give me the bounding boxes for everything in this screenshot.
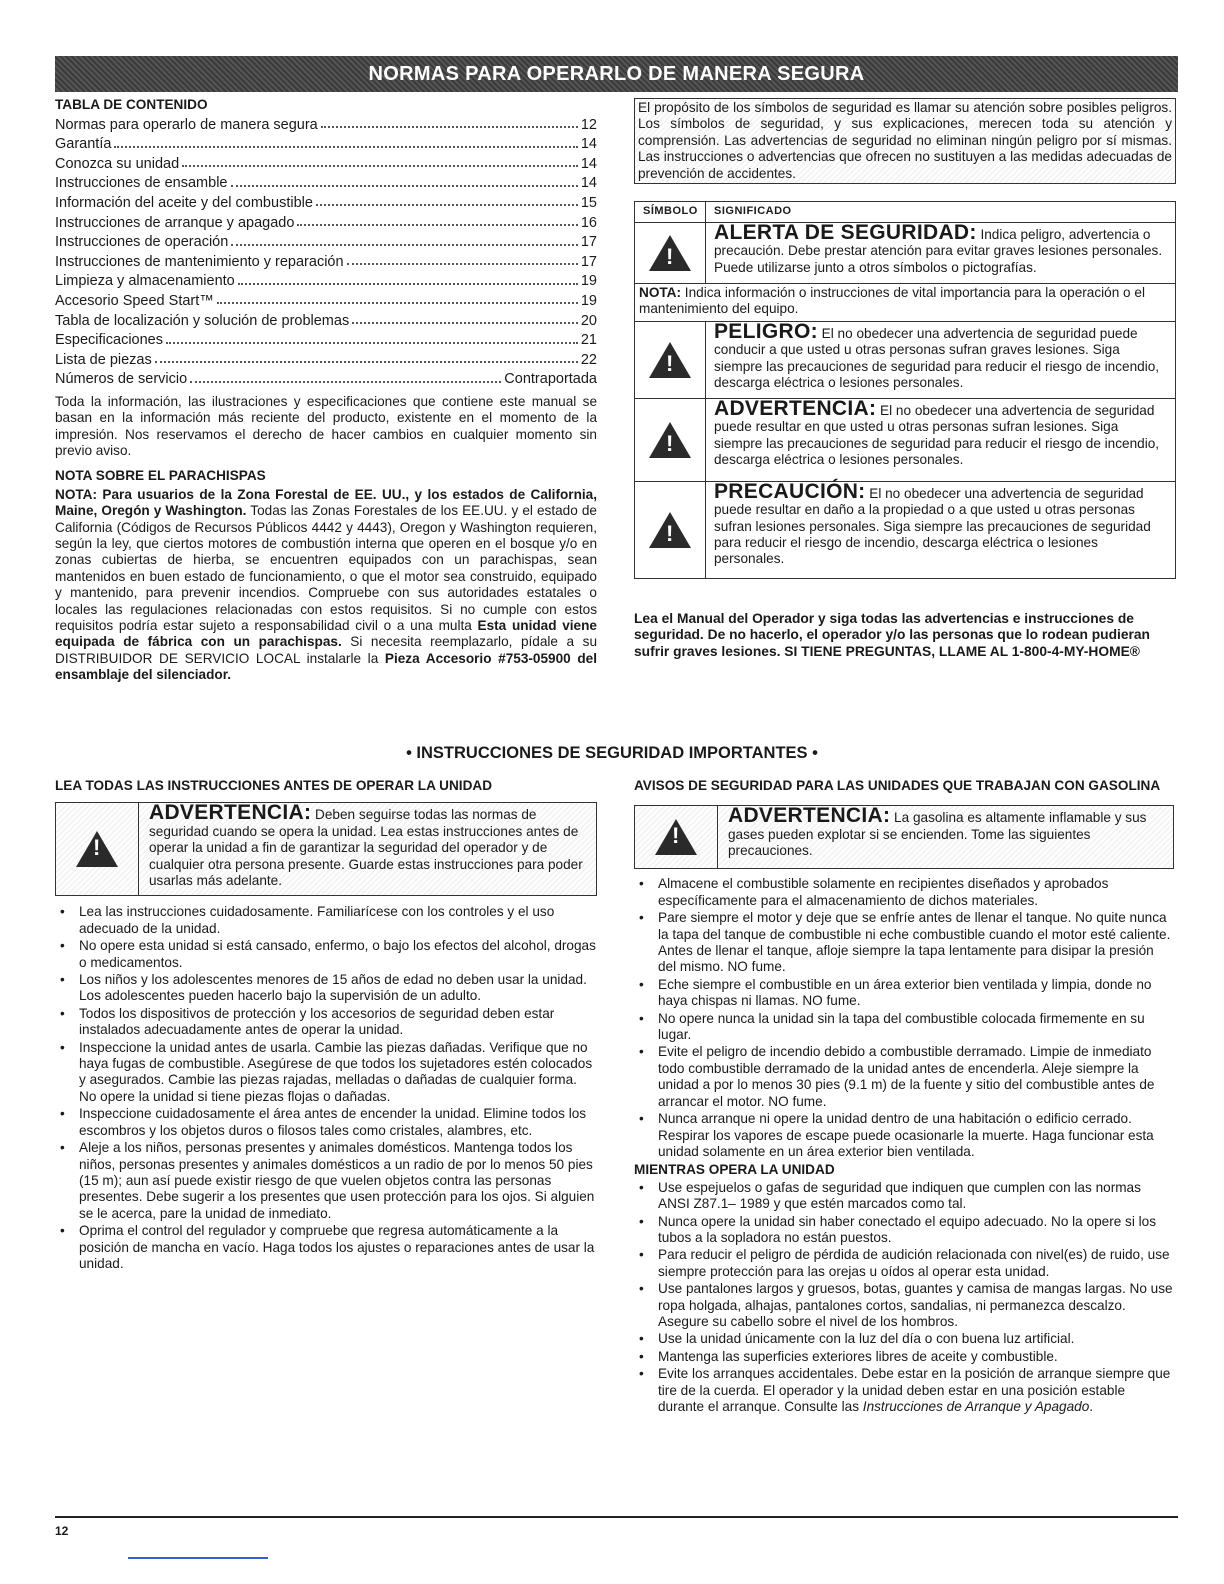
toc-item — [55, 192, 597, 212]
symbol-row-advertencia — [635, 396, 1175, 482]
toc-item-title: Conozca su unidad — [55, 155, 180, 172]
list-item: • Nunca opere la unidad sin haber conectado el equipo adecuado. No la opere si los tubos a la sopladora no están puestos. — [634, 1214, 1174, 1247]
list-item: • Todos los dispositivos de protección y los accesorios de seguridad deben estar instalados adecuadamente antes de operar la unidad. — [55, 1006, 597, 1039]
symbol-row-precaucion — [635, 479, 1175, 578]
list-item: • Inspeccione la unidad antes de usarla. Cambie las piezas dañadas. Verifique que no haya fugas de combustible. Asegúrese de que todos los sujetadores estén colocados y asegurados. Cambie las piezas rajadas, melladas o dañadas de cualquier forma. No opere la unidad si tiene piezas flojas o dañadas. — [55, 1040, 597, 1106]
right-warning-text: La gasolina es altamente inflamable y sus gases pueden explotar si se encienden. Tome las siguientes precauciones. — [728, 810, 1147, 859]
toc-disclaimer: Toda la información, las ilustraciones y especificaciones que contiene este manual se basan en la información más reciente del producto, existente en el momento de la impresión. Nos reservamos el derecho de hacer cambios en cualquier momento sin previo aviso. — [55, 393, 597, 458]
right-bullet-list-2 — [634, 1180, 1174, 1365]
symbol-row-nota — [635, 284, 1175, 322]
list-item: • Aleje a los niños, personas presentes y animales domésticos. Mantenga todos los niños, personas presentes y animales domésticos a un radio de por lo menos 50 pies (15 m); aun así puede existir riesgo de que vuelen objetos contra las personas presentes. Debe sugerir a los presentes que usen protección para los ojos. Si alguien se le acerca, pare la unidad de inmediato. — [55, 1140, 597, 1222]
list-item: • Evite el peligro de incendio debido a combustible derramado. Limpie de inmediato todo combustible derramado de la unidad antes de encenderla. Aleje siempre la unidad a por lo menos 30 pies (9.1 m) de la fuente y sitio del combustible antes de arrancar el motor. NO fume. — [634, 1044, 1174, 1110]
toc-dot-leader — [190, 381, 501, 383]
list-item: • No opere nunca la unidad sin la tapa del combustible colocada firmemente en su lugar. — [634, 1011, 1174, 1044]
advertencia-text: El no obedecer una advertencia de seguridad puede resultar en que usted u otras personas sufran lesiones. Siga siempre las precauciones de seguridad para reducir el riesgo de incendio, descarga eléctrica o lesiones personales. — [714, 402, 1160, 468]
parachispas-heading: NOTA SOBRE EL PARACHISPAS — [55, 468, 266, 484]
toc-item — [55, 231, 597, 251]
right-last-bullet-list — [634, 1366, 1174, 1415]
toc-dot-leader — [231, 244, 578, 246]
toc-item-page: 14 — [580, 155, 597, 172]
toc-dot-leader — [297, 224, 577, 226]
nota-text: Indica información o instrucciones de vital importancia para la operación o el mantenimiento del equipo. — [639, 285, 1145, 317]
list-item: • Para reducir el peligro de pérdida de audición relacionada con nivel(es) de ruido, use siempre protección para las orejas u oídos al operar esta unidad. — [634, 1247, 1174, 1280]
toc-item-title: Instrucciones de operación — [55, 234, 229, 251]
precaucion-text: El no obedecer una advertencia de seguridad puede resultar en daño a la propiedad o a que usted u otras personas sufran lesiones personales. Siga siempre las precauciones de seguridad para reducir el riesgo de incendio, descarga eléctrica o lesiones personales. — [714, 485, 1151, 567]
toc-item — [55, 113, 597, 133]
toc-item — [55, 211, 597, 231]
list-item: • Almacene el combustible solamente en recipientes diseñados y aprobados específicamente para el almacenamiento de dichos materiales. — [634, 876, 1174, 909]
right-bullet-list — [634, 876, 1174, 1160]
list-item: • Inspeccione cuidadosamente el área antes de encender la unidad. Elimine todos los escombros y los objetos duros o filosos tales como cristales, alambres, etc. — [55, 1106, 597, 1139]
toc-item — [55, 368, 597, 388]
page-number: 12 — [55, 1524, 69, 1538]
toc-dot-leader — [217, 302, 578, 304]
right-heading-2: MIENTRAS OPERA LA UNIDAD — [634, 1162, 835, 1178]
parachispas-bold-3: Pieza Accesorio #753-05900 del ensamblaje del silenciador. — [55, 650, 597, 683]
toc-item — [55, 329, 597, 349]
toc-item — [55, 270, 597, 290]
symbols-table-header — [635, 202, 1175, 223]
list-item: • Nunca arranque ni opere la unidad dentro de una habitación o edificio cerrado. Respirar los vapores de escape puede ocasionarle la muerte. Haga funcionar esta unidad solamente en un área exterior bien ventilada. — [634, 1111, 1174, 1160]
toc-item-page: 14 — [580, 136, 597, 153]
peligro-text: El no obedecer una advertencia de seguridad puede conducir a que usted u otras personas sufran graves lesiones. Siga siempre las precauciones de seguridad para reducir el riesgo de incendio, descarga eléctrica o lesiones personales. — [714, 325, 1160, 391]
toc-item-page: 17 — [580, 253, 597, 270]
col-symbol: SÍMBOLO — [635, 202, 706, 222]
right-warning-icon: ! — [635, 806, 718, 868]
toc-dot-leader — [347, 263, 578, 265]
toc-item-page: 17 — [580, 234, 597, 251]
toc-item-page: 12 — [580, 116, 597, 133]
alert-text: Indica peligro, advertencia o precaución. Debe prestar atención para evitar graves lesiones personales. Puede utilizarse junto a otros símbolos o pictografías. — [714, 227, 1163, 275]
page-banner: NORMAS PARA OPERARLO DE MANERA SEGURA — [55, 56, 1178, 92]
toc-item-page: 22 — [580, 351, 597, 368]
left-bottom-column — [55, 778, 597, 1273]
precaucion-title: PRECAUCIÓN: — [714, 479, 866, 503]
toc-item-page: 21 — [580, 332, 597, 349]
list-item: • Lea las instrucciones cuidadosamente. Familiarícese con los controles y el uso adecuado de la unidad. — [55, 904, 597, 937]
toc-item-title: Instrucciones de mantenimiento y reparación — [55, 253, 344, 270]
list-item: • Oprima el control del regulador y compruebe que regresa automáticamente a la posición de mancha en vacío. Haga todos los ajustes o reparaciones antes de usar la unidad. — [55, 1223, 597, 1272]
list-item: • Use espejuelos o gafas de seguridad que indiquen que cumplen con las normas ANSI Z87.1– 1989 y que estén marcados como tal. — [634, 1180, 1174, 1213]
toc-dot-leader — [155, 361, 578, 363]
toc-item-page: 16 — [580, 214, 597, 231]
toc-item-title: Especificaciones — [55, 332, 163, 349]
list-item: • Mantenga las superficies exteriores libres de aceite y combustible. — [634, 1349, 1174, 1365]
toc-item — [55, 153, 597, 173]
link-underline — [128, 1557, 268, 1559]
parachispas-text-2: Si necesita reemplazarlo, pídale a su DISTRIBUIDOR DE SERVICIO LOCAL instalarle la — [55, 634, 597, 666]
peligro-title: PELIGRO: — [714, 319, 818, 343]
toc-item-page: 15 — [580, 194, 597, 211]
left-warning-title: ADVERTENCIA: — [149, 801, 312, 825]
list-item: • Los niños y los adolescentes menores de 15 años de edad no deben usar la unidad. Los adolescentes pueden hacerlo bajo la supervisión de un adulto. — [55, 972, 597, 1005]
toc-item-title: Lista de piezas — [55, 351, 152, 368]
alert-triangle-icon: ! — [635, 223, 706, 283]
list-item: • Eche siempre el combustible en un área exterior bien ventilada y limpia, donde no haya chispas ni llamas. NO fume. — [634, 977, 1174, 1010]
toc-item-title: Tabla de localización y solución de problemas — [55, 312, 350, 329]
toc-item-page: 19 — [580, 292, 597, 309]
list-item: • Use pantalones largos y gruesos, botas, guantes y camisa de mangas largas. No use ropa holgada, alhajas, pantalones cortos, sandalias, ni permanezca descalzo. Asegure su cabello sobre el nivel de los hombros. — [634, 1281, 1174, 1330]
last-bullet-end: . — [1089, 1399, 1094, 1414]
read-manual-warning: Lea el Manual del Operador y siga todas las advertencias e instrucciones de seguridad. De no hacerlo, el operador y/o las personas que lo rodean pudieran sufrir graves lesiones. SI TIENE PREGUNTAS, LLAME AL 1-800-4-MY-HOME® — [634, 611, 1150, 659]
toc-item-page: 20 — [580, 312, 597, 329]
peligro-triangle-icon: ! — [635, 322, 706, 398]
toc-dot-leader — [316, 204, 578, 206]
toc-item — [55, 349, 597, 369]
left-heading: LEA TODAS LAS INSTRUCCIONES ANTES DE OPERAR LA UNIDAD — [55, 778, 493, 793]
symbols-intro-box — [634, 98, 1176, 184]
symbols-intro: El propósito de los símbolos de seguridad es llamar su atención sobre posibles peligros. Los símbolos de seguridad, y sus explicaciones, merecen toda su atención y comprensión. Las advertencias de seguridad no eliminan ningún peligro por sí mismas. Las instrucciones o advertencias que ofrecen no sustituyen a las medidas adecuadas de prevención de accidentes. — [638, 100, 1172, 181]
left-top-column — [55, 97, 597, 684]
precaucion-triangle-icon: ! — [635, 482, 706, 578]
toc-item — [55, 172, 597, 192]
toc-dot-leader — [321, 126, 578, 128]
toc-item — [55, 290, 597, 310]
left-warning-icon: ! — [56, 803, 139, 895]
last-bullet-italic: Instrucciones de Arranque y Apagado — [862, 1399, 1090, 1414]
right-warning-title: ADVERTENCIA: — [728, 804, 891, 828]
nota-label: NOTA: — [639, 285, 682, 300]
toc-dot-leader — [352, 322, 578, 324]
parachispas-bold-1: NOTA: Para usuarios de la Zona Forestal de EE. UU., y los estados de California, Maine, Oregón y Washington. — [55, 486, 597, 519]
last-bullet-text: Evite los arranques accidentales. Debe estar en la posición de arranque siempre que tire de la cuerda. El operador y la unidad deben estar en una posición estable durante el arranque. Consulte las — [658, 1366, 1171, 1414]
list-item: • No opere esta unidad si está cansado, enfermo, o bajo los efectos del alcohol, drogas o medicamentos. — [55, 938, 597, 971]
toc-item-page: 19 — [580, 273, 597, 290]
toc-item — [55, 133, 597, 153]
toc-item-page: 14 — [580, 175, 597, 192]
right-bottom-column — [634, 778, 1174, 1416]
parachispas-text-1: Todas las Zonas Forestales de los EE.UU. y el estado de California (Códigos de Recursos Públicos 4442 y 4443), Oregon y Washington requieren, según la ley, que ciertos motores de combustión interna que operen en el bosque y/o en zonas cubiertas de hierba, se encuentren equipados con un parachispas, sean mantenidos en buen estado de funcionamiento, o que el motor sea construido, equipado y mantenido, para prevenir incendios. Compruebe con sus autoridades estatales o locales las regulaciones relacionadas con estos requisitos. Si no cumple con estos requisitos podría estar sujeto a responsabilidad civil o a una multa — [55, 503, 597, 633]
right-warning-box — [634, 805, 1174, 869]
toc-item-title: Normas para operarlo de manera segura — [55, 116, 318, 133]
toc-dot-leader — [238, 283, 578, 285]
symbol-row-alert — [635, 223, 1175, 284]
toc-item-title: Instrucciones de arranque y apagado — [55, 214, 295, 231]
footer-rule — [55, 1516, 1178, 1518]
toc-item-title: Números de servicio — [55, 371, 188, 388]
list-item: • Use la unidad únicamente con la luz del día o con buena luz artificial. — [634, 1331, 1174, 1347]
toc-item-title: Limpieza y almacenamiento — [55, 273, 235, 290]
col-meaning: SIGNIFICADO — [714, 205, 792, 217]
toc-list — [55, 113, 597, 387]
toc-item — [55, 251, 597, 271]
symbol-row-peligro — [635, 319, 1175, 399]
advertencia-title: ADVERTENCIA: — [714, 396, 877, 420]
symbols-table — [634, 201, 1176, 579]
toc-item-title: Instrucciones de ensamble — [55, 175, 228, 192]
toc-item-page: Contraportada — [504, 371, 597, 388]
list-item — [634, 1366, 1174, 1415]
toc-dot-leader — [166, 342, 578, 344]
parachispas-bold-2: Esta unidad viene equipada de fábrica con un parachispas. — [55, 618, 597, 650]
left-warning-box — [55, 802, 597, 896]
left-bullet-list — [55, 904, 597, 1272]
left-warning-text: Deben seguirse todas las normas de seguridad cuando se opera la unidad. Lea estas instrucciones antes de operar la unidad a fin de garantizar la seguridad del operador y de cualquier otra persona presente. Guarde estas instrucciones para poder usarlas más adelante. — [149, 807, 583, 889]
list-item: • Pare siempre el motor y deje que se enfríe antes de llenar el tanque. No quite nunca la tapa del tanque de combustible ni eche combustible cuando el motor esté caliente. Antes de llenar el tanque, afloje siempre la tapa lentamente para disipar la presión del mismo. NO fume. — [634, 910, 1174, 976]
alert-title: ALERTA DE SEGURIDAD: — [714, 221, 977, 244]
toc-heading: TABLA DE CONTENIDO — [55, 97, 208, 112]
toc-dot-leader — [231, 185, 578, 187]
toc-dot-leader — [114, 146, 577, 148]
toc-item-title: Accesorio Speed Start™ — [55, 292, 214, 309]
advertencia-triangle-icon: ! — [635, 399, 706, 481]
toc-dot-leader — [182, 165, 578, 167]
toc-item-title: Garantía — [55, 136, 112, 153]
parachispas-text — [55, 487, 597, 684]
toc-item-title: Información del aceite y del combustible — [55, 194, 313, 211]
toc-item — [55, 309, 597, 329]
right-heading: AVISOS DE SEGURIDAD PARA LAS UNIDADES QUE TRABAJAN CON GASOLINA — [634, 778, 1161, 793]
important-instructions-heading: • INSTRUCCIONES DE SEGURIDAD IMPORTANTES • — [406, 744, 818, 762]
